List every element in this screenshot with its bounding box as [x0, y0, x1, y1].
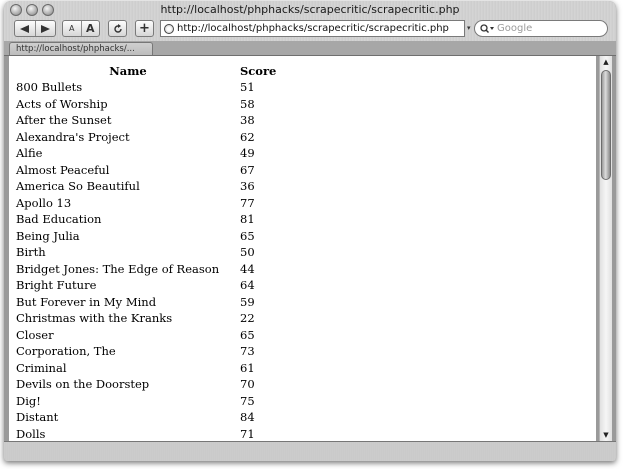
tab-bar [4, 41, 616, 56]
score-cell: 44 [240, 261, 255, 276]
status-bar [4, 441, 616, 461]
table-row [16, 343, 276, 360]
table-row [16, 79, 276, 96]
score-cell: 65 [240, 228, 255, 243]
movie-name-cell: Acts of Worship [16, 96, 108, 111]
score-cell: 51 [240, 80, 255, 94]
score-cell: 67 [240, 162, 255, 177]
name-column-header: Name [109, 64, 147, 78]
table-row [16, 360, 276, 377]
table-row [16, 294, 276, 311]
address-bar[interactable] [160, 20, 465, 37]
text-smaller-button[interactable]: A [69, 24, 75, 33]
scores-table [16, 63, 276, 441]
score-cell: 38 [240, 113, 255, 127]
movie-name-cell: 800 Bullets [16, 80, 83, 94]
movie-name-cell: Birth [16, 245, 46, 259]
score-cell: 84 [240, 410, 255, 424]
page-content [9, 56, 596, 441]
scrollbar-thumb[interactable] [601, 70, 611, 180]
movie-name-cell: Criminal [16, 360, 67, 375]
score-cell: 61 [240, 360, 255, 375]
search-field[interactable] [474, 20, 608, 37]
table-row [16, 96, 276, 113]
movie-name-cell: Being Julia [16, 228, 80, 243]
score-cell: 70 [240, 377, 255, 391]
forward-button[interactable] [35, 21, 56, 36]
table-header-row [16, 63, 276, 79]
movie-name-cell: Corporation, The [16, 344, 116, 358]
table-row [16, 195, 276, 212]
browser-window [4, 1, 616, 461]
movie-name-cell: Almost Peaceful [16, 162, 110, 177]
table-row [16, 145, 276, 162]
movie-name-cell: After the Sunset [16, 113, 112, 127]
table-row [16, 244, 276, 261]
back-button[interactable] [15, 21, 35, 36]
movie-name-cell: Bright Future [16, 278, 97, 292]
table-row [16, 162, 276, 179]
vertical-scrollbar[interactable] [599, 56, 612, 441]
text-bigger-button[interactable]: A [81, 21, 100, 36]
table-row [16, 277, 276, 294]
score-cell: 64 [240, 278, 255, 292]
score-cell: 36 [240, 179, 255, 193]
table-row [16, 376, 276, 393]
address-bar-url: http://localhost/phphacks/scrapecritic/scrapecritic.php [177, 23, 449, 34]
table-body [16, 79, 276, 441]
movie-name-cell: Dolls [16, 426, 46, 441]
movie-name-cell: Bad Education [16, 212, 102, 226]
score-cell: 73 [240, 344, 255, 358]
scroll-down-arrow-icon[interactable]: ▼ [603, 431, 609, 439]
score-cell: 58 [240, 96, 255, 111]
table-row [16, 261, 276, 278]
movie-name-cell: Closer [16, 327, 54, 342]
movie-name-cell: Distant [16, 410, 59, 424]
score-cell: 71 [240, 426, 255, 441]
add-bookmark-button[interactable] [135, 20, 154, 37]
globe-icon [164, 24, 174, 34]
table-row [16, 178, 276, 195]
score-cell: 22 [240, 311, 255, 325]
movie-name-cell: Dig! [16, 393, 41, 408]
movie-name-cell: America So Beautiful [16, 179, 140, 193]
score-cell: 65 [240, 327, 255, 342]
table-row [16, 426, 276, 442]
table-row [16, 409, 276, 426]
score-column-header: Score [240, 64, 277, 78]
forward-arrow-icon [41, 25, 50, 33]
movie-name-cell: Christmas with the Kranks [16, 311, 173, 325]
tab-scrapecritic[interactable]: http://localhost/phphacks/... [9, 42, 153, 55]
reload-button[interactable] [108, 20, 127, 37]
score-cell: 81 [240, 212, 255, 226]
movie-name-cell: Devils on the Doorstep [16, 377, 150, 391]
search-icon [480, 24, 494, 34]
text-size-buttons[interactable] [62, 20, 100, 37]
scroll-up-arrow-icon[interactable]: ▲ [603, 58, 609, 66]
back-arrow-icon [20, 25, 29, 33]
back-forward-buttons[interactable] [14, 20, 56, 37]
window-title: http://localhost/phphacks/scrapecritic/scrapecritic.php [160, 3, 460, 16]
movie-name-cell: But Forever in My Mind [16, 294, 157, 309]
movie-name-cell: Bridget Jones: The Edge of Reason [16, 261, 220, 276]
score-cell: 49 [240, 146, 255, 160]
reload-icon [113, 24, 123, 34]
plus-icon: + [139, 21, 150, 36]
table-row [16, 211, 276, 228]
score-cell: 62 [240, 129, 255, 144]
movie-name-cell: Alfie [16, 146, 43, 160]
table-row [16, 112, 276, 129]
table-row [16, 393, 276, 410]
search-placeholder: Google [497, 23, 533, 34]
table-row [16, 327, 276, 344]
table-row [16, 129, 276, 146]
table-row [16, 310, 276, 327]
movie-name-cell: Alexandra's Project [16, 129, 130, 144]
movie-name-cell: Apollo 13 [16, 195, 72, 210]
score-cell: 77 [240, 195, 255, 210]
score-cell: 50 [240, 245, 255, 259]
table-row [16, 228, 276, 245]
score-cell: 75 [240, 393, 255, 408]
address-dropdown-icon[interactable]: ▾ [467, 24, 471, 32]
score-cell: 59 [240, 294, 255, 309]
title-bar [4, 1, 616, 42]
